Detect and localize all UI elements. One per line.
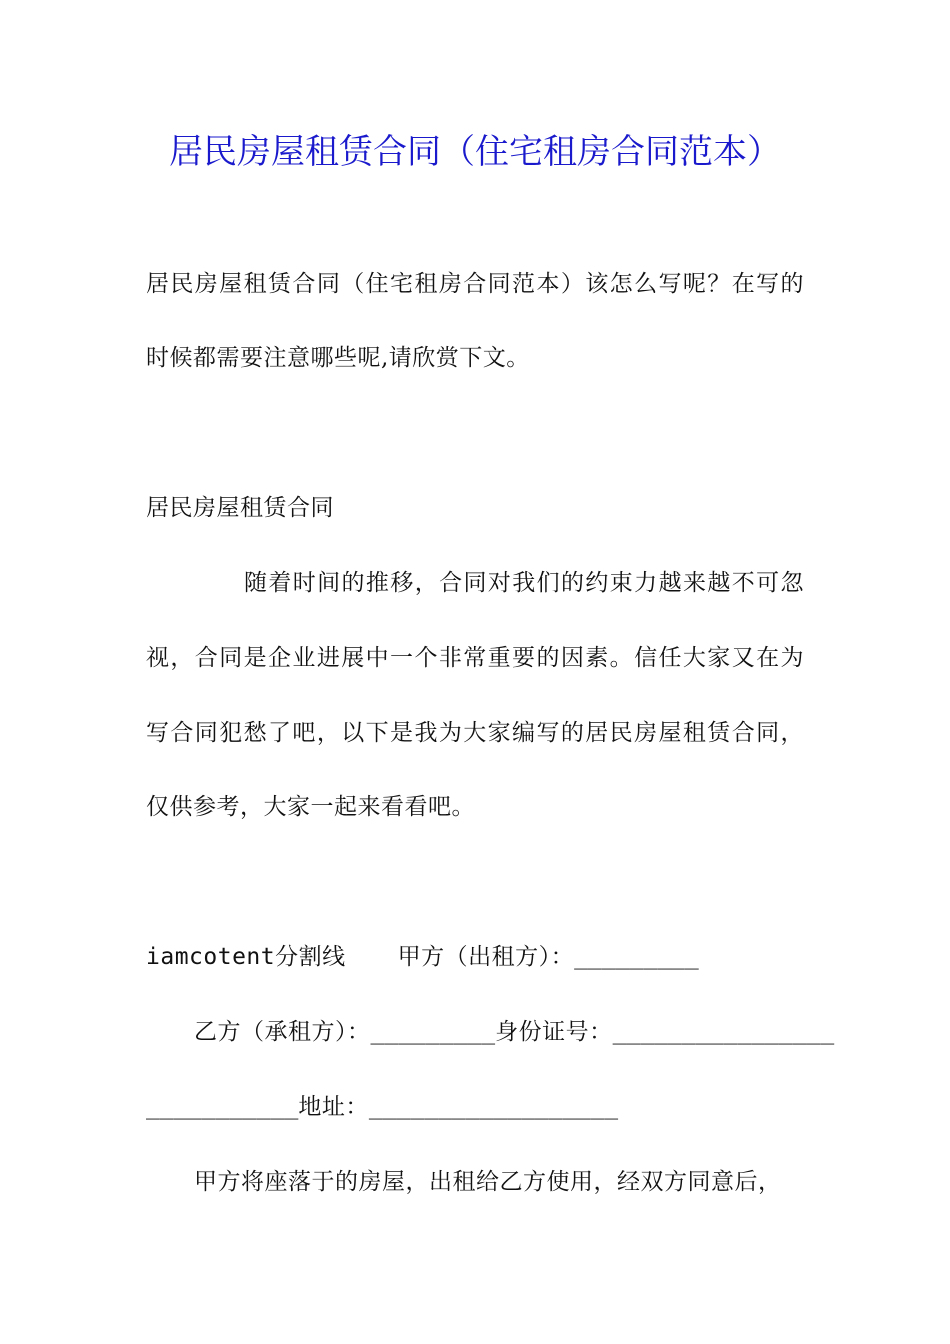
party-a-blank: _________: [574, 944, 699, 970]
paragraph-line-2: 视，合同是企业进展中一个非常重要的因素。信任大家又在为: [146, 645, 804, 671]
section-heading: 居民房屋租赁合同: [146, 495, 334, 521]
party-b-label: 乙方（承租方）：: [194, 1019, 371, 1045]
party-b-line: [194, 1016, 834, 1048]
party-a-line: [146, 941, 699, 973]
intro-line-2: 时候都需要注意哪些呢,请欣赏下文。: [146, 345, 530, 371]
party-a-label: 甲方（出租方）：: [397, 944, 575, 970]
party-b-id-label: 身份证号：: [495, 1019, 613, 1045]
intro-line-1: 居民房屋租赁合同（住宅租房合同范本）该怎么写呢？在写的: [146, 271, 804, 297]
separator-label: 分割线: [275, 944, 346, 970]
party-b-address-label: 地址：: [298, 1094, 369, 1120]
party-b-id-blank: ________________: [612, 1019, 835, 1045]
document-title: 居民房屋租赁合同（住宅租房合同范本）: [169, 132, 781, 172]
party-b-address-blank: __________________: [368, 1094, 619, 1120]
party-b-address-line: [146, 1091, 618, 1123]
paragraph-line-4: 仅供参考，大家一起来看看吧。: [146, 794, 475, 820]
party-b-id-blank-cont: ___________: [146, 1094, 299, 1120]
party-b-blank: _________: [370, 1019, 496, 1045]
paragraph-line-1: 随着时间的推移，合同对我们的约束力越来越不可忽: [244, 570, 804, 596]
clause-1-line: 甲方将座落于的房屋，出租给乙方使用，经双方同意后，: [194, 1169, 782, 1195]
separator-text: iamcotent: [146, 944, 276, 970]
paragraph-line-3: 写合同犯愁了吧，以下是我为大家编写的居民房屋租赁合同，: [146, 720, 804, 746]
